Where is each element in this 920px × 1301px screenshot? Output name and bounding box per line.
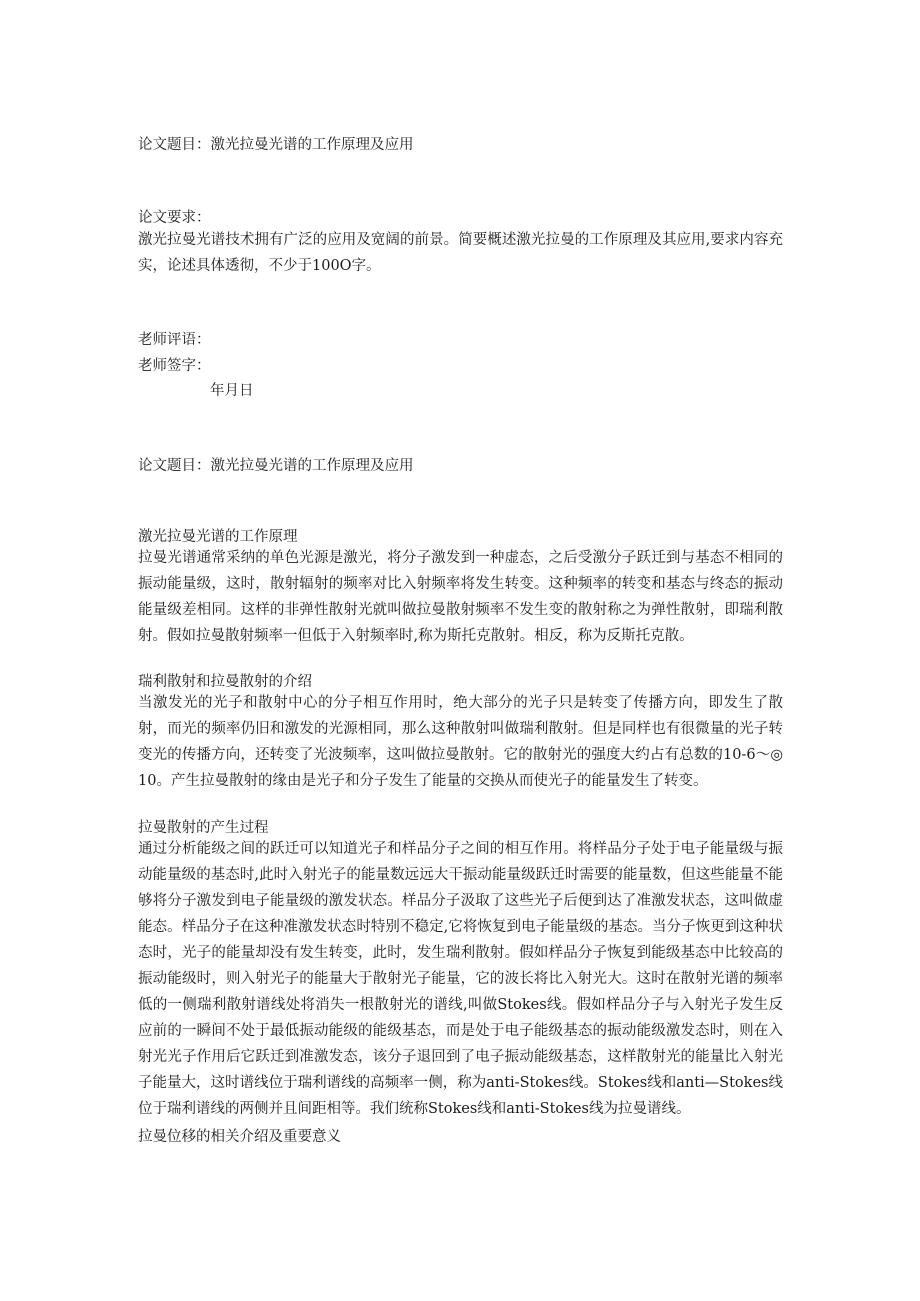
section2-heading: 瑞利散射和拉曼散射的介绍: [138, 674, 312, 690]
section1-text: 拉曼光谱通常采纳的单色光源是激光，将分子激发到一种虚态，之后受激分子跃迁到与基态不相同的振动能量级，这时，散射辐射的频率对比入射频率将发生转变。这种频率的转变和基态与终态的振动能量级差相同。这样的非弹性散射光就叫做拉曼散射频率不发生变的散射称之为弹性散射，即瑞利散射。假如拉曼散射频率一但低于入射频率时,称为斯托克散射。相反，称为反斯托克散。: [138, 550, 783, 644]
teacher-comment-label: 老师评语：: [138, 332, 211, 348]
section3-text: 通过分析能级之间的跃迁可以知道光子和样品分子之间的相互作用。将样品分子处于电子能量级与振动能量级的基态时,此时入射光子的能量数远远大干振动能量级跃迁时需要的能量数，但这些能量不能够将分子激发到电子能量级的激发状态。样品分子汲取了这些光子后便到达了准激发状态，这叫做虚能态。样品分子在这种准激发状态时特别不稳定,它将恢复到电子能量级的基态。当分子恢更到这种状态时，光子的能量却没有发生转变，此时，发生瑞利散射。假如样品分子恢复到能级基态中比较高的振动能级时，则入射光子的能量大于散射光子能量，它的波长将比入射光大。这时在散射光谱的频率低的一侧瑞利散射谱线处将消失一根散射光的谱线,叫做Stokes线。假如样品分子与入射光子发生反应前的一瞬间不处于最低振动能级的能级基态，而是处于电子能级基态的振动能级激发态时，则在入射光光子作用后它跃迁到准激发态，该分子退回到了电子振动能级基态，这样散射光的能量比入射光子能量大，这时谱线位于瑞利谱线的高频率一侧，称为anti-Stokes线。Stokes线和anti—Stokes线位于瑞利谱线的两侧并且间距相等。我们统称Stokes线和anti-Stokes线为拉曼谱线。: [138, 841, 783, 1117]
teacher-signature-label: 老师签字：: [138, 358, 211, 374]
section3-heading: 拉曼散射的产生过程: [138, 820, 269, 836]
date-label: 年月日: [210, 383, 254, 399]
cover-title-line: 论文题目：激光拉曼光谱的工作原理及应用: [138, 137, 414, 153]
body-title-line: 论文题目：激光拉曼光谱的工作原理及应用: [138, 458, 414, 474]
requirements-label: 论文要求：: [138, 210, 211, 226]
requirements-text: 激光拉曼光谱技术拥有广泛的应用及宽阔的前景。简要概述激光拉曼的工作原理及其应用,要求内容充实，论述具体透彻，不少于100O字。: [138, 232, 783, 274]
section4-heading: 拉曼位移的相关介绍及重要意义: [138, 1129, 341, 1145]
section2-text: 当激发光的光子和散射中心的分子相互作用时，绝大部分的光子只是转变了传播方向，即发生了散射，而光的频率仍旧和激发的光源相同，那么这种散射叫做瑞利散射。但是同样也有很微量的光子转变光的传播方向，还转变了光波频率，这叫做拉曼散射。它的散射光的强度大约占有总数的10-6～◎10。产生拉曼散射的缘由是光子和分子发生了能量的交换从而使光子的能量发生了转变。: [138, 695, 783, 789]
section1-heading: 激光拉曼光谱的工作原理: [138, 529, 298, 545]
